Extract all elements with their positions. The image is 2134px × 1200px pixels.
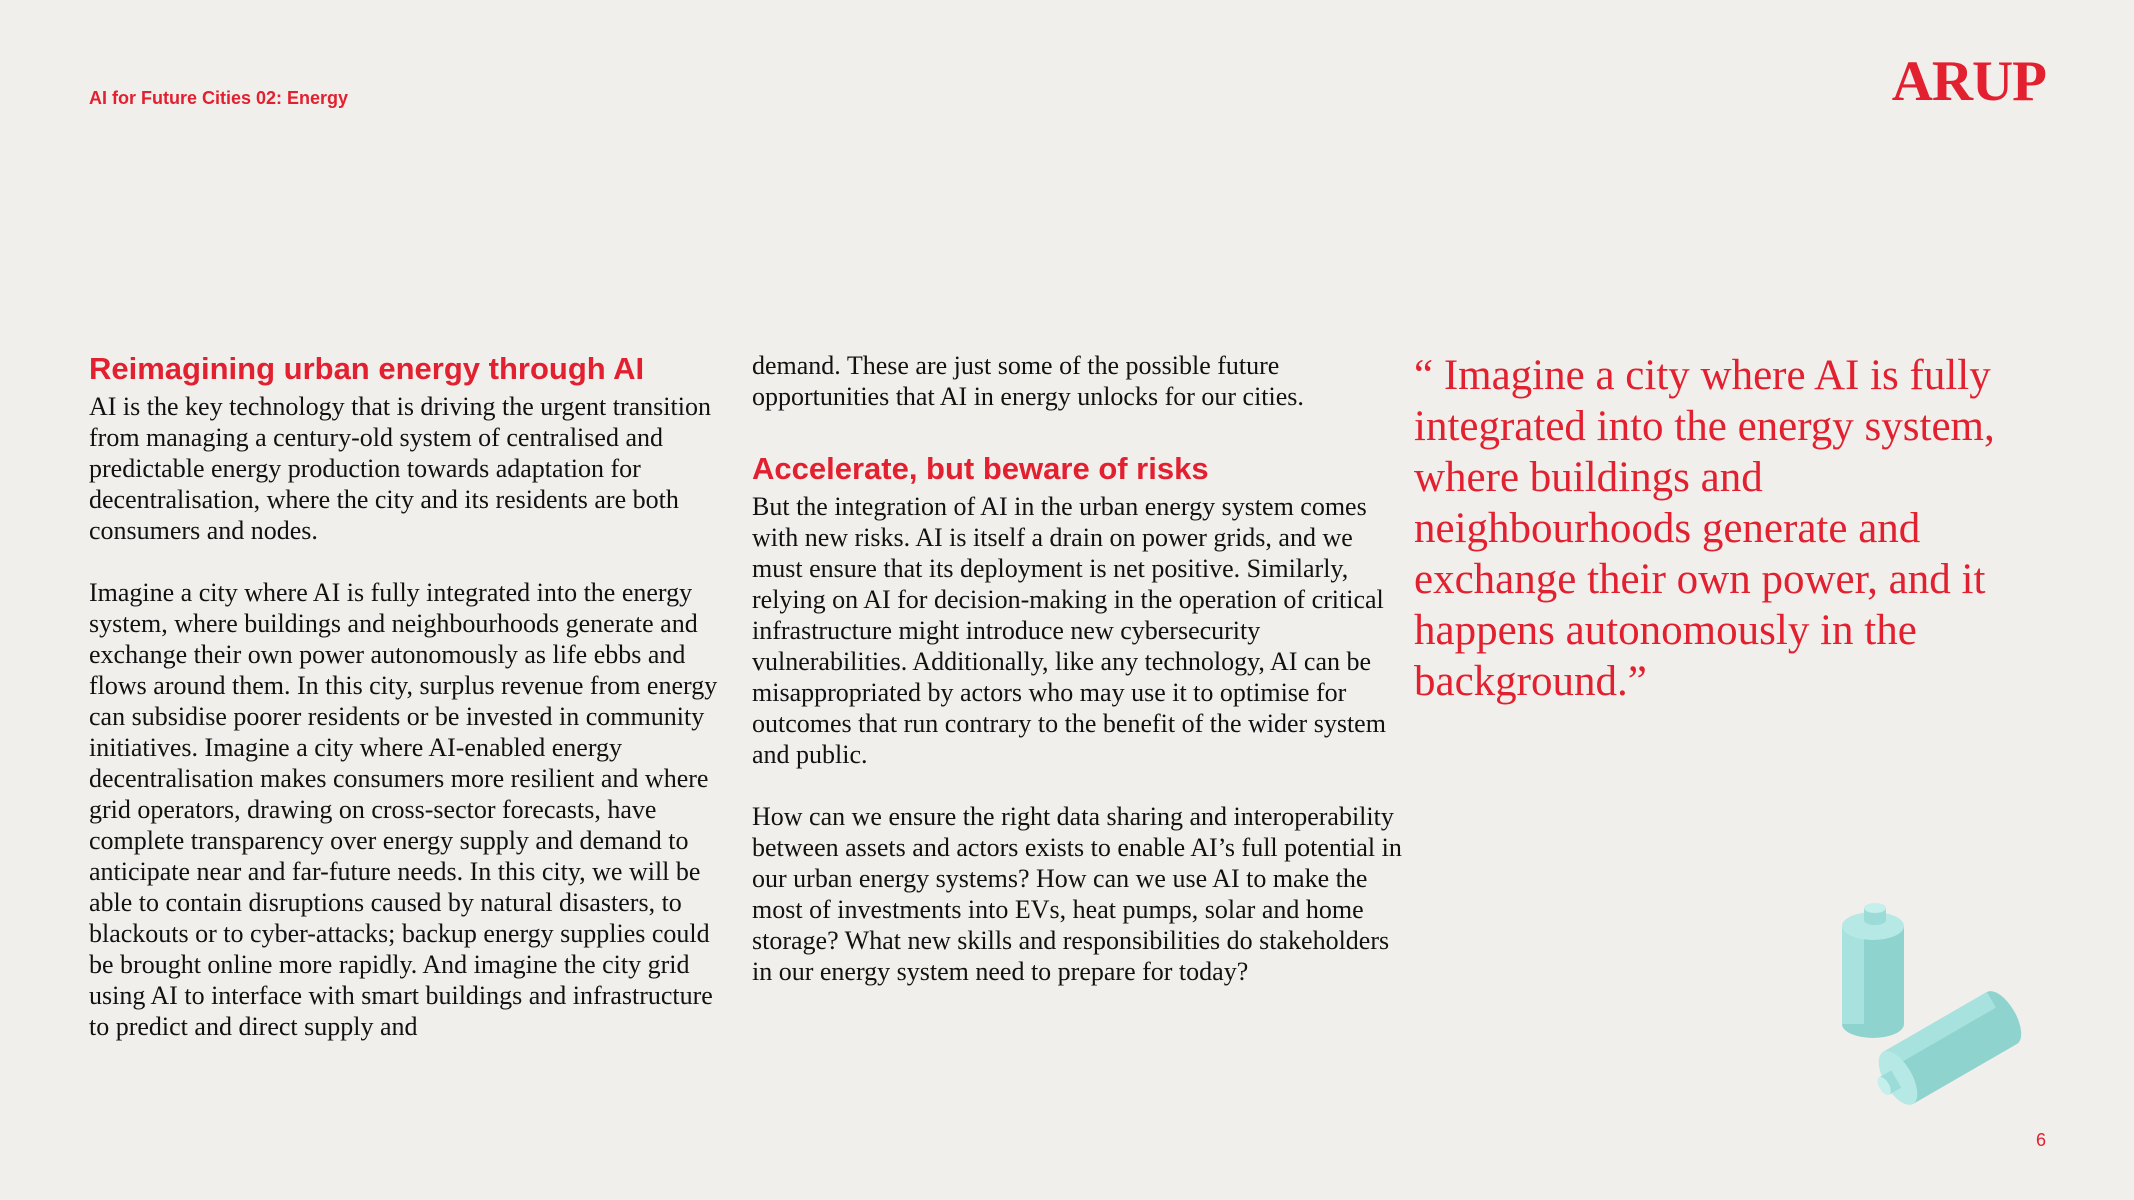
column-1 (89, 350, 729, 1042)
paragraph: Imagine a city where AI is fully integrated into the energy system, where buildings and neighbourhoods generate and exchange their own power autonomously as life ebbs and flows around them. In this city, surplus revenue from energy can subsidise poorer residents or be invested in community initiatives. Imagine a city where AI-enabled energy decentralisation makes consumers more resilient and where grid operators, drawing on cross-sector forecasts, have complete transparency over energy supply and demand to anticipate near and far-future needs. In this city, we will be able to contain disruptions caused by natural disasters, to blackouts or to cyber-attacks; backup energy supplies could be brought online more rapidly. And imagine the city grid using AI to interface with smart buildings and infrastructure to predict and direct supply and (89, 578, 718, 1042)
pull-quote: “ Imagine a city where AI is fully integrated into the energy system, where buildings and neighbourhoods generate and exchange their own power, and it happens autonomously in the background.” (1414, 352, 1995, 705)
section-heading-reimagining: Reimagining urban energy through AI (89, 351, 645, 386)
paragraph-continuation: demand. These are just some of the possible future opportunities that AI in energy unlocks for our cities. (752, 351, 1304, 411)
page-number: 6 (2035, 1130, 2046, 1150)
battery-upright (1842, 903, 1904, 1038)
column-2 (752, 350, 1402, 987)
paragraph: How can we ensure the right data sharing and interoperability between assets and actors exists to enable AI’s full potential in our urban energy systems? How can we use AI to make the most of investments into EVs, heat pumps, solar and home storage? What new skills and responsibilities do stakeholders in our energy system need to prepare for today? (752, 802, 1402, 987)
battery-icon (1840, 896, 2040, 1106)
section-heading-risks: Accelerate, but beware of risks (752, 451, 1209, 486)
paragraph: But the integration of AI in the urban energy system comes with new risks. AI is itself a drain on power grids, and we must ensure that its deployment is net positive. Similarly, relying on AI for decision-making in the operation of critical infrastructure might introduce new cybersecurity vulnerabilities. Additionally, like any technology, AI can be misappropriated by actors who may use it to optimise for outcomes that run contrary to the benefit of the wider system and public. (752, 492, 1386, 770)
paragraph: AI is the key technology that is driving the urgent transition from managing a century-old system of centralised and predictable energy production towards adaptation for decentralisation, where the city and its residents are both consumers and nodes. (89, 392, 711, 546)
pull-quote-column (1414, 350, 2034, 707)
arup-logo: ARUP (1891, 50, 2046, 113)
document-title: AI for Future Cities 02: Energy (89, 88, 349, 108)
